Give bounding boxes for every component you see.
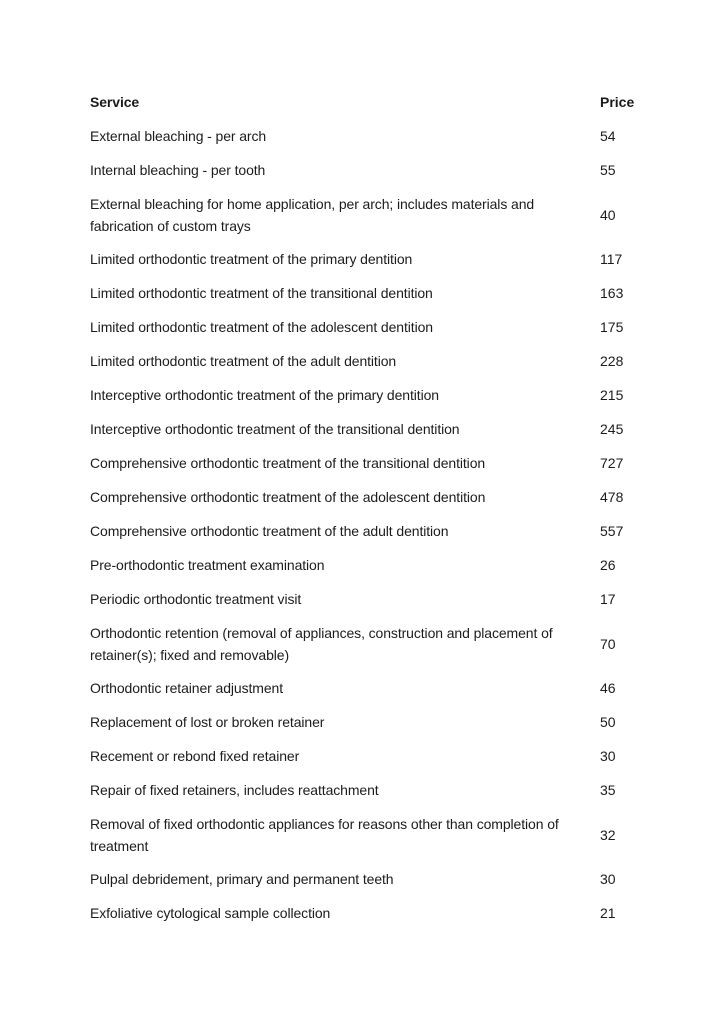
table-row (90, 863, 636, 897)
table-row (90, 897, 636, 931)
price-cell: 163 (600, 285, 624, 302)
service-cell: Internal bleaching - per tooth (90, 162, 266, 179)
table-row (90, 379, 636, 413)
service-cell: Repair of fixed retainers, includes reattachment (90, 782, 379, 799)
table-row (90, 706, 636, 740)
price-cell: 17 (600, 591, 616, 608)
table-row (90, 740, 636, 774)
service-cell: External bleaching for home application, per arch; includes materials and fabrication of custom trays (90, 196, 535, 234)
price-cell: 30 (600, 871, 616, 888)
price-cell: 117 (600, 251, 623, 268)
service-cell: Limited orthodontic treatment of the adolescent dentition (90, 319, 433, 336)
service-cell: Limited orthodontic treatment of the primary dentition (90, 251, 413, 268)
table-row (90, 515, 636, 549)
table-row (90, 774, 636, 808)
price-cell: 21 (600, 905, 616, 922)
service-cell: Comprehensive orthodontic treatment of the adolescent dentition (90, 489, 486, 506)
service-cell: Pulpal debridement, primary and permanent teeth (90, 871, 394, 888)
service-cell: Replacement of lost or broken retainer (90, 714, 325, 731)
service-cell: Orthodontic retainer adjustment (90, 680, 284, 697)
price-cell: 175 (600, 319, 624, 336)
service-cell: External bleaching - per arch (90, 128, 267, 145)
service-cell: Pre-orthodontic treatment examination (90, 557, 325, 574)
table-row (90, 549, 636, 583)
table-row (90, 413, 636, 447)
header-price: Price (600, 94, 635, 111)
service-cell: Orthodontic retention (removal of appliances, construction and placement of retainer(s); fixed and removable) (90, 625, 553, 663)
price-cell: 557 (600, 523, 624, 540)
service-cell: Periodic orthodontic treatment visit (90, 591, 302, 608)
price-table (90, 86, 636, 931)
service-cell: Recement or rebond fixed retainer (90, 748, 300, 765)
price-cell: 228 (600, 353, 624, 370)
price-cell: 46 (600, 680, 616, 697)
table-row (90, 154, 636, 188)
table-row (90, 583, 636, 617)
table-row (90, 481, 636, 515)
service-cell: Limited orthodontic treatment of the adult dentition (90, 353, 397, 370)
price-cell: 727 (600, 455, 624, 472)
header-service: Service (90, 94, 140, 111)
price-cell: 26 (600, 557, 616, 574)
service-cell: Removal of fixed orthodontic appliances for reasons other than completion of treatment (90, 816, 559, 854)
table-row (90, 672, 636, 706)
table-row (90, 447, 636, 481)
price-cell: 40 (600, 206, 616, 223)
table-row (90, 277, 636, 311)
price-cell: 32 (600, 826, 616, 843)
price-cell: 54 (600, 128, 616, 145)
service-cell: Comprehensive orthodontic treatment of the transitional dentition (90, 455, 486, 472)
price-cell: 245 (600, 421, 624, 438)
table-body (90, 120, 636, 931)
table-row (90, 120, 636, 154)
service-cell: Interceptive orthodontic treatment of the transitional dentition (90, 421, 460, 438)
price-cell: 35 (600, 782, 616, 799)
table-row (90, 617, 636, 672)
price-cell: 478 (600, 489, 624, 506)
price-cell: 30 (600, 748, 616, 765)
table-row (90, 243, 636, 277)
table-row (90, 188, 636, 243)
service-cell: Interceptive orthodontic treatment of the primary dentition (90, 387, 439, 404)
table-header-row (90, 86, 636, 120)
price-cell: 70 (600, 635, 616, 652)
price-cell: 215 (600, 387, 624, 404)
service-cell: Limited orthodontic treatment of the transitional dentition (90, 285, 433, 302)
price-cell: 55 (600, 162, 616, 179)
table-row (90, 311, 636, 345)
table-row (90, 808, 636, 863)
service-cell: Comprehensive orthodontic treatment of the adult dentition (90, 523, 449, 540)
service-cell: Exfoliative cytological sample collection (90, 905, 331, 922)
table-row (90, 345, 636, 379)
price-cell: 50 (600, 714, 616, 731)
